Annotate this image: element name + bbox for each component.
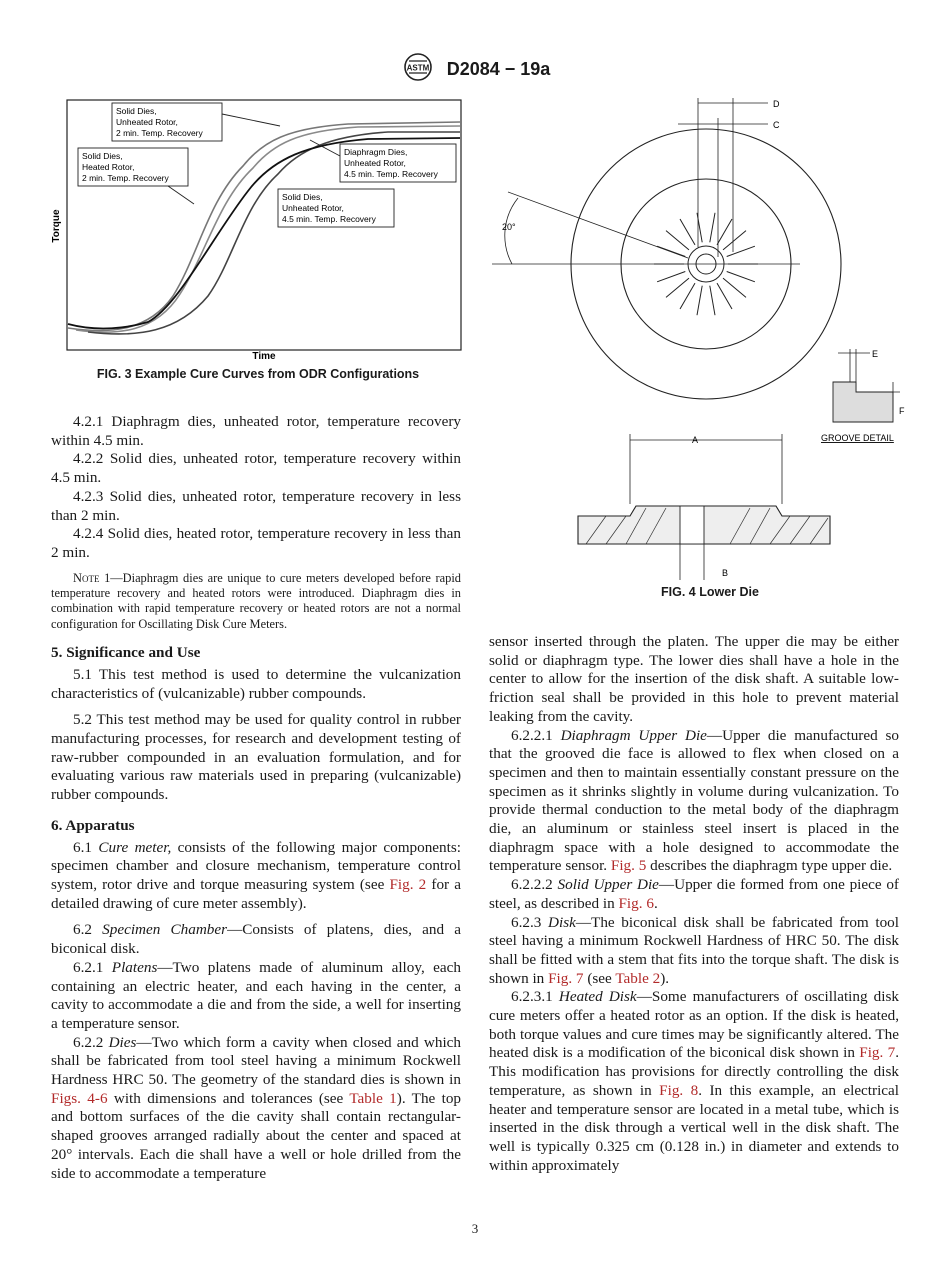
fig4-dim-b: B [722, 568, 729, 578]
svg-text:Solid Dies,: Solid Dies, [116, 106, 157, 116]
para-5-2: 5.2 This test method may be used for quality control in rubber manufacturing processes, for research and development testing of raw-rubber compounded in an evaluation formulation, and for evaluating various raw materials used in preparing (vulcanizable) rubber compounds. [51, 711, 461, 804]
page-number: 3 [471, 1221, 479, 1236]
svg-text:Heated Rotor,: Heated Rotor, [82, 162, 135, 172]
para-6-2-3-1: 6.2.3.1 Heated Disk—Some manufacturers of oscillating disk cure meters offer a heated rotor as an option. If the disk is heated, both torque values and cure times may be significantly altered. The heated disk is a modification of the biconical disk shown in Fig. 7. This modification has provisions for directly controlling the disk temperature, as shown in Fig. 8. In this example, an electrical heater and temperature sensor are located in a metal tube, which is inserted in the disk through a vertical well in the disk shaft. The well is typically 0.325 cm (0.128 in.) in diameter and extends to within approximately [489, 988, 899, 1174]
para-6-2-2-2: 6.2.2.2 Solid Upper Die—Upper die formed from one piece of steel, as described in Fig. 6. [489, 876, 899, 912]
fig4-caption: FIG. 4 Lower Die [661, 585, 759, 599]
fig4-dim-f: F [899, 406, 905, 416]
para-6-2-2: 6.2.2 Dies—Two which form a cavity when closed and which shall be fabricated from tool steel having a minimum Rockwell Hardness HRC 50. The geometry of the standard dies is shown in Figs. 4-6 with dimensions and tolerances (see Table 1). The top and bottom surfaces of the die cavity shall contain rectangular-shaped grooves arranged radially about the center and spaced at 20° intervals. Each die shall have a well or hole drilled from the side to accommodate a temperature [51, 1033, 462, 1182]
svg-text:4.5 min. Temp. Recovery: 4.5 min. Temp. Recovery [344, 169, 438, 179]
link-table-2[interactable]: Table 2 [615, 969, 661, 987]
para-4-2-3: 4.2.3 Solid dies, unheated rotor, temperature recovery in less than 2 min. [51, 487, 461, 524]
svg-text:ASTM: ASTM [406, 63, 430, 73]
svg-text:2 min. Temp. Recovery: 2 min. Temp. Recovery [82, 173, 169, 183]
heading-section-6: 6. Apparatus [51, 816, 135, 834]
link-fig-7[interactable]: Fig. 7 [548, 969, 584, 987]
fig4-dim-d: D [773, 99, 780, 109]
para-6-1: 6.1 Cure meter, consists of the following major components: specimen chamber and closure mechanism, temperature control system, rotor drive and torque measuring system (see Fig. 2 for a detailed drawing of cure meter assembly). [51, 838, 461, 912]
heading-section-5: 5. Significance and Use [51, 644, 201, 662]
para-5-1: 5.1 This test method is used to determine the vulcanization characteristics of (vulcanizable) rubber compounds. [51, 665, 461, 702]
svg-text:Unheated Rotor,: Unheated Rotor, [344, 158, 406, 168]
fig4-dim-a: A [692, 435, 699, 445]
svg-text:Solid Dies,: Solid Dies, [82, 151, 123, 161]
fig4-drawing [488, 92, 908, 578]
fig3-caption: FIG. 3 Example Cure Curves from ODR Configurations [96, 367, 420, 381]
svg-text:2 min. Temp. Recovery: 2 min. Temp. Recovery [116, 128, 203, 138]
link-fig-7b[interactable]: Fig. 7 [859, 1044, 896, 1062]
svg-text:Unheated Rotor,: Unheated Rotor, [282, 203, 344, 213]
fig4-groove-detail-label: GROOVE DETAIL [821, 433, 894, 443]
standard-code: D2084 − 19a [446, 59, 551, 79]
fig4-dim-e: E [872, 349, 879, 359]
link-fig-8[interactable]: Fig. 8 [659, 1081, 699, 1099]
link-table-1[interactable]: Table 1 [349, 1089, 397, 1107]
link-figs-4-6[interactable]: Figs. 4-6 [51, 1089, 108, 1107]
svg-text:Diaphragm Dies,: Diaphragm Dies, [344, 147, 408, 157]
fig3-chart [48, 96, 468, 364]
fig3-label-4 [278, 189, 394, 227]
astm-logo-icon [400, 52, 436, 87]
para-4-2-1: 4.2.1 Diaphragm dies, unheated rotor, temperature recovery within 4.5 min. [51, 413, 461, 449]
para-6-2-1: 6.2.1 Platens—Two platens made of aluminum alloy, each containing an electric heater, and each having in the center, a cavity to accommodate a die and from the side, a well for inserting a temperature sensor. [51, 958, 461, 1032]
link-fig-2[interactable]: Fig. 2 [389, 875, 427, 893]
para-4-2-2: 4.2.2 Solid dies, unheated rotor, temperature recovery within 4.5 min. [51, 450, 461, 487]
svg-text:Unheated Rotor,: Unheated Rotor, [116, 117, 178, 127]
para-4-2-4: 4.2.4 Solid dies, heated rotor, temperature recovery in less than 2 min. [51, 525, 461, 561]
para-continued: sensor inserted through the platen. The upper die may be either solid or diaphragm type. The lower dies shall have a hole in the center to allow for the insertion of the disk shaft. A suitable low-friction seal shall be provided in this hole to prevent material leaking from the cavity. [489, 633, 899, 725]
fig3-xlabel: Time [252, 351, 276, 362]
para-6-2-3: 6.2.3 Disk—The biconical disk shall be fabricated from tool steel having a minimum Rockwell Hardness of HRC 50. The disk shall be fitted with a stem that fits into the torque shaft. The disk is shown in Fig. 7 (see Table 2). [489, 913, 899, 987]
note-1: Note 1—Diaphragm dies are unique to cure meters developed before rapid temperature recovery and heated rotors were introduced. Diaphragm dies in combination with rapid temperature recovery or heated rotors are not a normal configuration for Oscillating Disk Cure Meters. [51, 570, 461, 631]
left-column [51, 413, 461, 1183]
link-fig-5[interactable]: Fig. 5 [610, 857, 647, 875]
fig4-angle-label: 20° [502, 222, 516, 232]
fig3-ylabel: Torque [51, 209, 62, 243]
svg-text:Solid Dies,: Solid Dies, [282, 192, 323, 202]
svg-text:4.5 min. Temp. Recovery: 4.5 min. Temp. Recovery [282, 214, 376, 224]
fig4-dim-c: C [773, 120, 780, 130]
para-6-2-2-1: 6.2.2.1 Diaphragm Upper Die—Upper die manufactured so that the grooved die face is allowed to flex when closed on a specimen and then to maintain essentially constant pressure on the specimen as it shrinks slightly in volume during vulcanization. To provide thermal conduction to the metal body of the diaphragm die, an aluminum or stainless steel insert is placed in the diaphragm space with a hole designed to accommodate the temperature sensor. Fig. 5 describes the diaphragm type upper die. [489, 726, 899, 875]
right-column [489, 633, 899, 1175]
page-header [0, 52, 950, 87]
link-fig-6[interactable]: Fig. 6 [618, 894, 654, 912]
para-6-2: 6.2 Specimen Chamber—Consists of platens, dies, and a biconical disk. [51, 921, 461, 958]
